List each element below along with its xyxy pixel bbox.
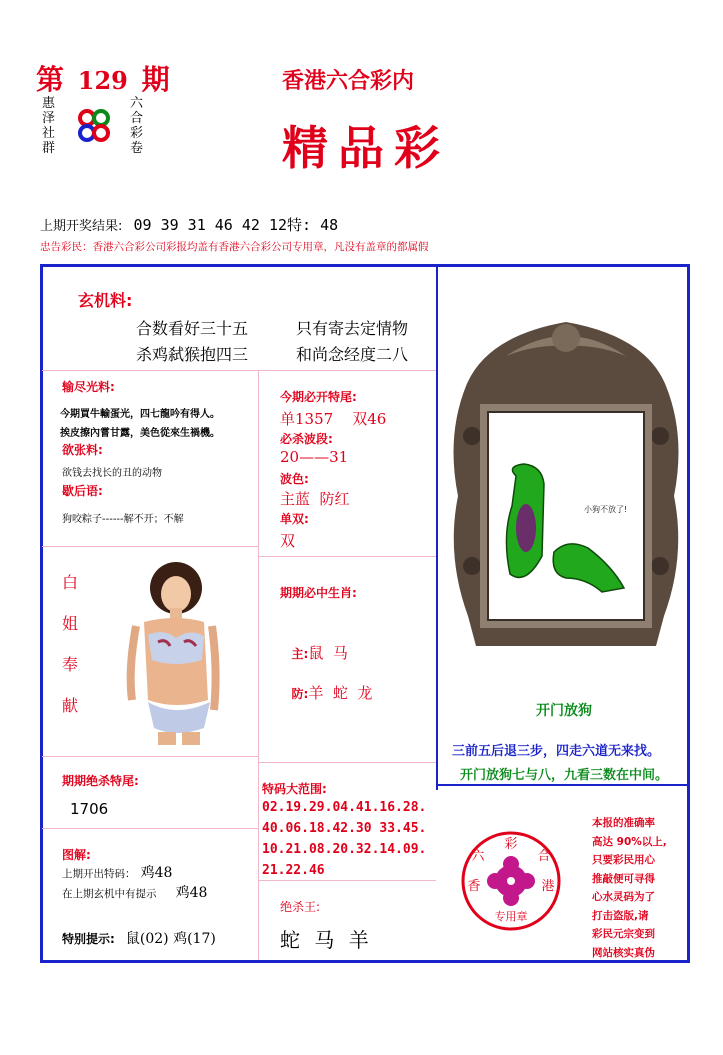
- tema-row: 21.22.46: [262, 863, 325, 878]
- warning-text: 忠告彩民：香港六合彩公司彩报均盖有香港六合彩公司专用章，凡没有盖章的都属假: [40, 241, 429, 253]
- accuracy-line: 心水灵码为了: [592, 891, 655, 903]
- accuracy-line: 推敲便可寻得: [592, 872, 655, 885]
- tujie-line2-value: 鸡48: [175, 885, 208, 901]
- issue-number: 129: [77, 66, 128, 95]
- shujin-line1: 今期買牛輸蛋光，四七龍吟有得人。: [60, 409, 220, 420]
- baijie-text: 白姐奉献: [62, 573, 79, 715]
- tema-row: 40.06.18.42.30 33.45.: [262, 821, 427, 836]
- shengxiao-main-label: 主:: [291, 647, 309, 661]
- club-right-text: 六合彩卷: [130, 96, 144, 156]
- seal-bottom-right: 港: [541, 879, 555, 894]
- xuanji-label: 玄机料:: [78, 291, 133, 310]
- bose-label: 波色:: [280, 472, 309, 486]
- last-draw-row: [40, 214, 338, 235]
- shengxiao-fang-value: 羊 蛇 龙: [308, 684, 373, 702]
- column-divider: [436, 264, 438, 790]
- tujie-line1-label: 上期开出特码：: [62, 868, 136, 880]
- tujie-line1-value: 鸡48: [140, 865, 173, 881]
- tewei-label: 今期必开特尾:: [280, 390, 357, 404]
- xuanji-line1b: 只有寄去定情物: [296, 319, 409, 338]
- xiehouyu-text: 狗咬粽子------解不开；不解: [62, 514, 184, 525]
- seal-left: 六: [471, 849, 485, 864]
- issue-suffix: 期: [141, 63, 170, 96]
- last-draw-label: 上期开奖结果:: [40, 219, 123, 234]
- cartoon-speech: 小狗不放了!: [584, 505, 628, 514]
- divider: [42, 546, 258, 547]
- xuanji-line2b: 和尚念经度二八: [296, 345, 409, 364]
- jueshawang-value: 蛇 马 羊: [280, 928, 373, 952]
- xiehouyu-label: 歇后语:: [62, 484, 103, 498]
- bodu-value: 20——31: [280, 448, 349, 466]
- danshuang-label: 单双:: [280, 512, 309, 526]
- frame-caption: 开门放狗: [536, 703, 592, 719]
- seal-right: 合: [537, 849, 551, 864]
- jueshawang-label: 绝杀王:: [280, 900, 321, 914]
- accuracy-line: 彩民元宗变到: [592, 928, 655, 940]
- poem-line2: 开门放狗七与八，九看三数在中间。: [460, 768, 669, 783]
- accuracy-line: 打击盗版,请: [592, 909, 649, 922]
- title-big: 精品彩: [282, 121, 450, 175]
- divider: [42, 756, 258, 757]
- issue-prefix: 第: [36, 63, 65, 96]
- accuracy-note: [592, 814, 667, 962]
- danshuang-value: 双: [280, 532, 296, 550]
- right-divider: [436, 784, 690, 786]
- tujie-line2-label: 在上期玄机中有提示: [62, 888, 157, 900]
- tujie-line1: [62, 862, 172, 882]
- yushe-text: 欲钱去找长的丑的动物: [62, 468, 162, 479]
- frame-right: [687, 264, 690, 962]
- bodu-label: 必杀波段:: [280, 432, 333, 446]
- accuracy-line: 网站核实真伪: [592, 946, 655, 959]
- shujin-line2: 挨皮擦內嘗甘露，美色從來生禍機。: [60, 428, 220, 439]
- yushe-label: 欲张料:: [62, 443, 103, 457]
- last-draw-numbers: 09 39 31 46 42 12特: 48: [133, 216, 339, 234]
- tewei-values: 单1357 双46: [280, 410, 387, 428]
- shujin-label: 输尽光料:: [62, 380, 115, 394]
- poem-line1: 三前五后退三步，四走六道无来找。: [452, 744, 661, 759]
- tebie-value: 鼠(02) 鸡(17): [125, 931, 216, 947]
- official-seal: [458, 828, 564, 934]
- bose-value: 主蓝 防红: [280, 490, 350, 508]
- jueshu-label: 期期绝杀特尾:: [62, 774, 139, 788]
- model-photo: [118, 560, 218, 745]
- club-logo: [74, 106, 114, 146]
- ornate-picture-frame: [446, 316, 686, 656]
- seal-top: 彩: [504, 837, 518, 852]
- divider: [258, 762, 436, 763]
- divider: [258, 880, 436, 881]
- tema-row: 02.19.29.04.41.16.28.: [262, 800, 427, 815]
- tema-row: 10.21.08.20.32.14.09.: [262, 842, 427, 857]
- tema-label: 特码大范围:: [262, 782, 327, 796]
- frame-top: [40, 264, 690, 267]
- club-left-text: 惠泽社群: [42, 96, 56, 156]
- tebie-label: 特别提示:: [62, 932, 115, 946]
- xuanji-line2a: 杀鸡弑猴抱四三: [136, 345, 249, 364]
- xuanji-line1a: 合数看好三十五: [136, 319, 249, 338]
- divider: [42, 370, 436, 371]
- issue-label: [36, 58, 170, 98]
- shengxiao-fang-label: 防:: [291, 687, 309, 701]
- seal-bottom-left: 香: [467, 879, 481, 894]
- shengxiao-main: [282, 624, 348, 663]
- accuracy-line: 本报的准确率: [592, 817, 655, 829]
- divider: [42, 828, 258, 829]
- tujie-line2: [62, 882, 207, 902]
- shengxiao-label: 期期必中生肖:: [280, 586, 357, 600]
- accuracy-line: 高达 90%以上,: [592, 835, 667, 848]
- accuracy-line: 只要彩民用心: [592, 854, 655, 866]
- shengxiao-fang: [282, 664, 372, 703]
- divider: [258, 556, 436, 557]
- frame-left: [40, 264, 43, 962]
- divider: [258, 370, 259, 960]
- title-top: 香港六合彩内: [282, 69, 415, 94]
- jueshu-value: 1706: [70, 800, 109, 818]
- tujie-label: 图解:: [62, 848, 91, 862]
- tebie-row: [62, 928, 216, 948]
- shengxiao-main-value: 鼠 马: [308, 644, 348, 662]
- seal-bottom: 专用章: [494, 910, 528, 923]
